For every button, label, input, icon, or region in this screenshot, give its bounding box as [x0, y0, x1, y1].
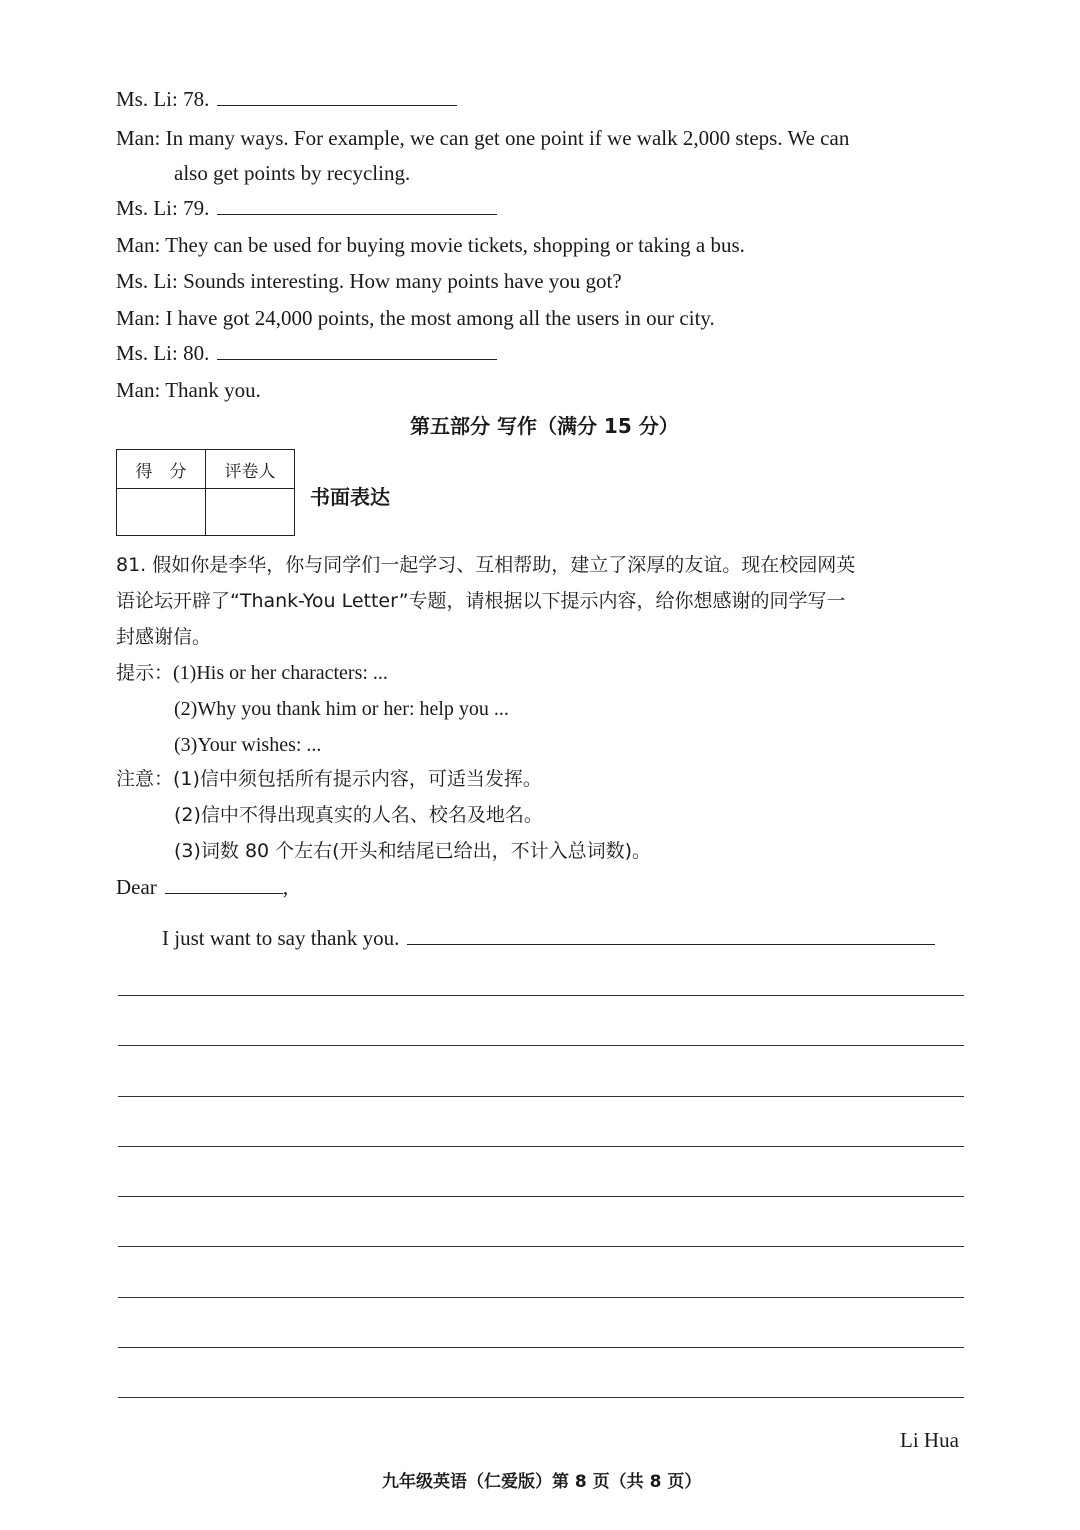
- answer-blank-79[interactable]: [217, 196, 497, 215]
- dialogue-line-7: Ms. Li: 80.: [116, 340, 497, 366]
- dialogue-line-2: Man: In many ways. For example, we can get one point if we walk 2,000 steps. We can: [116, 126, 850, 150]
- writing-line[interactable]: [118, 1045, 964, 1046]
- section-subtitle: 书面表达: [310, 485, 390, 509]
- page-footer: 九年级英语（仁爱版）第 8 页（共 8 页）: [382, 1472, 702, 1492]
- task-line-2: 语论坛开辟了“Thank-You Letter”专题，请根据以下提示内容，给你想感谢的同学写一: [116, 590, 846, 612]
- grader-cell[interactable]: [206, 489, 295, 536]
- section-title: 第五部分 写作（满分 15 分）: [410, 414, 679, 438]
- task-line-3: 封感谢信。: [116, 626, 212, 648]
- hint-2: (2)Why you thank him or her: help you ...: [174, 698, 509, 720]
- note-2: (2)信中不得出现真实的人名、校名及地名。: [174, 804, 543, 826]
- writing-line[interactable]: [118, 1246, 964, 1247]
- score-table: [116, 449, 295, 536]
- writing-line[interactable]: [118, 1297, 964, 1298]
- grader-header: 评卷人: [206, 450, 295, 489]
- score-cell[interactable]: [117, 489, 206, 536]
- dialogue-line-8: Man: Thank you.: [116, 378, 261, 402]
- writing-line[interactable]: [118, 1096, 964, 1097]
- dialogue-line-2-cont: also get points by recycling.: [174, 161, 411, 185]
- score-header: 得 分: [117, 450, 206, 489]
- answer-blank-80[interactable]: [217, 341, 497, 360]
- note-3: (3)词数 80 个左右(开头和结尾已给出，不计入总词数)。: [174, 840, 651, 862]
- dialogue-line-4: Man: They can be used for buying movie tickets, shopping or taking a bus.: [116, 233, 745, 257]
- recipient-blank[interactable]: [165, 875, 283, 894]
- letter-opening: I just want to say thank you.: [162, 925, 935, 951]
- dialogue-line-3: Ms. Li: 79.: [116, 195, 497, 221]
- writing-line[interactable]: [118, 1397, 964, 1398]
- letter-salutation: Dear ,: [116, 875, 289, 899]
- dialogue-line-6: Man: I have got 24,000 points, the most among all the users in our city.: [116, 306, 715, 330]
- answer-blank-78[interactable]: [217, 87, 457, 106]
- writing-line[interactable]: [118, 1347, 964, 1348]
- writing-line-0[interactable]: [407, 926, 935, 945]
- dialogue-line-5: Ms. Li: Sounds interesting. How many points have you got?: [116, 269, 622, 293]
- writing-line[interactable]: [118, 1146, 964, 1147]
- writing-line[interactable]: [118, 1196, 964, 1197]
- letter-signature: Li Hua: [900, 1428, 959, 1452]
- dialogue-line-1: Ms. Li: 78.: [116, 86, 457, 112]
- hint-1: 提示：(1)His or her characters: ...: [116, 662, 388, 684]
- note-1: 注意：(1)信中须包括所有提示内容，可适当发挥。: [116, 768, 542, 790]
- hint-3: (3)Your wishes: ...: [174, 734, 322, 756]
- writing-line[interactable]: [118, 995, 964, 996]
- task-line-1: 81. 假如你是李华，你与同学们一起学习、互相帮助，建立了深厚的友谊。现在校园网英: [116, 554, 856, 576]
